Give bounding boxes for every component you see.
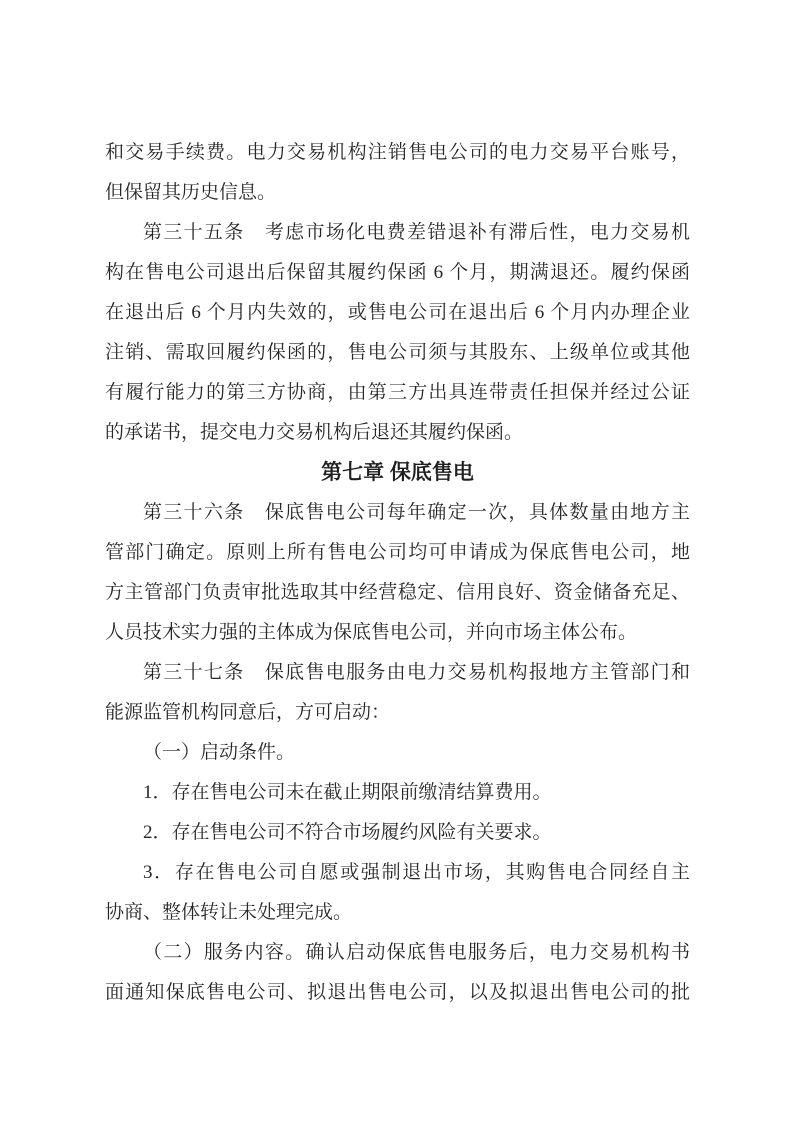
text-line: 在退出后 6 个月内失效的，或售电公司在退出后 6 个月内办理企业	[105, 302, 690, 323]
text-line: 注销、需取回履约保函的，售电公司须与其股东、上级单位或其他	[105, 342, 690, 363]
chapter-heading: 第七章 保底售电	[321, 461, 474, 484]
text-line: 方主管部门负责审批选取其中经营稳定、信用良好、资金储备充足、	[105, 582, 690, 603]
text-line: 1．存在售电公司未在截止期限前缴清结算费用。	[143, 782, 552, 803]
text-line: （二）服务内容。确认启动保底售电服务后，电力交易机构书	[143, 942, 690, 963]
text-line: 3．存在售电公司自愿或强制退出市场，其购售电合同经自主	[143, 862, 690, 883]
text-line: 第三十六条 保底售电公司每年确定一次，具体数量由地方主	[143, 502, 690, 523]
text-line: 面通知保底售电公司、拟退出售电公司，以及拟退出售电公司的批	[105, 982, 690, 1003]
text-line: 构在售电公司退出后保留其履约保函 6 个月，期满退还。履约保函	[105, 262, 690, 283]
text-line: 第三十七条 保底售电服务由电力交易机构报地方主管部门和	[143, 662, 690, 683]
text-line: 第三十五条 考虑市场化电费差错退补有滞后性，电力交易机	[143, 222, 690, 243]
text-line: 但保留其历史信息。	[105, 182, 277, 203]
text-line: 的承诺书，提交电力交易机构后退还其履约保函。	[105, 422, 524, 443]
text-line: 能源监管机构同意后，方可启动：	[105, 702, 391, 723]
text-line: 2．存在售电公司不符合市场履约风险有关要求。	[143, 822, 552, 843]
text-line: （一）启动条件。	[143, 742, 296, 763]
text-line: 人员技术实力强的主体成为保底售电公司，并向市场主体公布。	[105, 622, 638, 643]
text-line: 和交易手续费。电力交易机构注销售电公司的电力交易平台账号，	[105, 142, 690, 163]
text-line: 协商、整体转让未处理完成。	[105, 902, 353, 923]
document-content	[105, 133, 690, 1013]
text-line: 管部门确定。原则上所有售电公司均可申请成为保底售电公司，地	[105, 542, 690, 563]
text-line: 有履行能力的第三方协商，由第三方出具连带责任担保并经过公证	[105, 382, 690, 403]
